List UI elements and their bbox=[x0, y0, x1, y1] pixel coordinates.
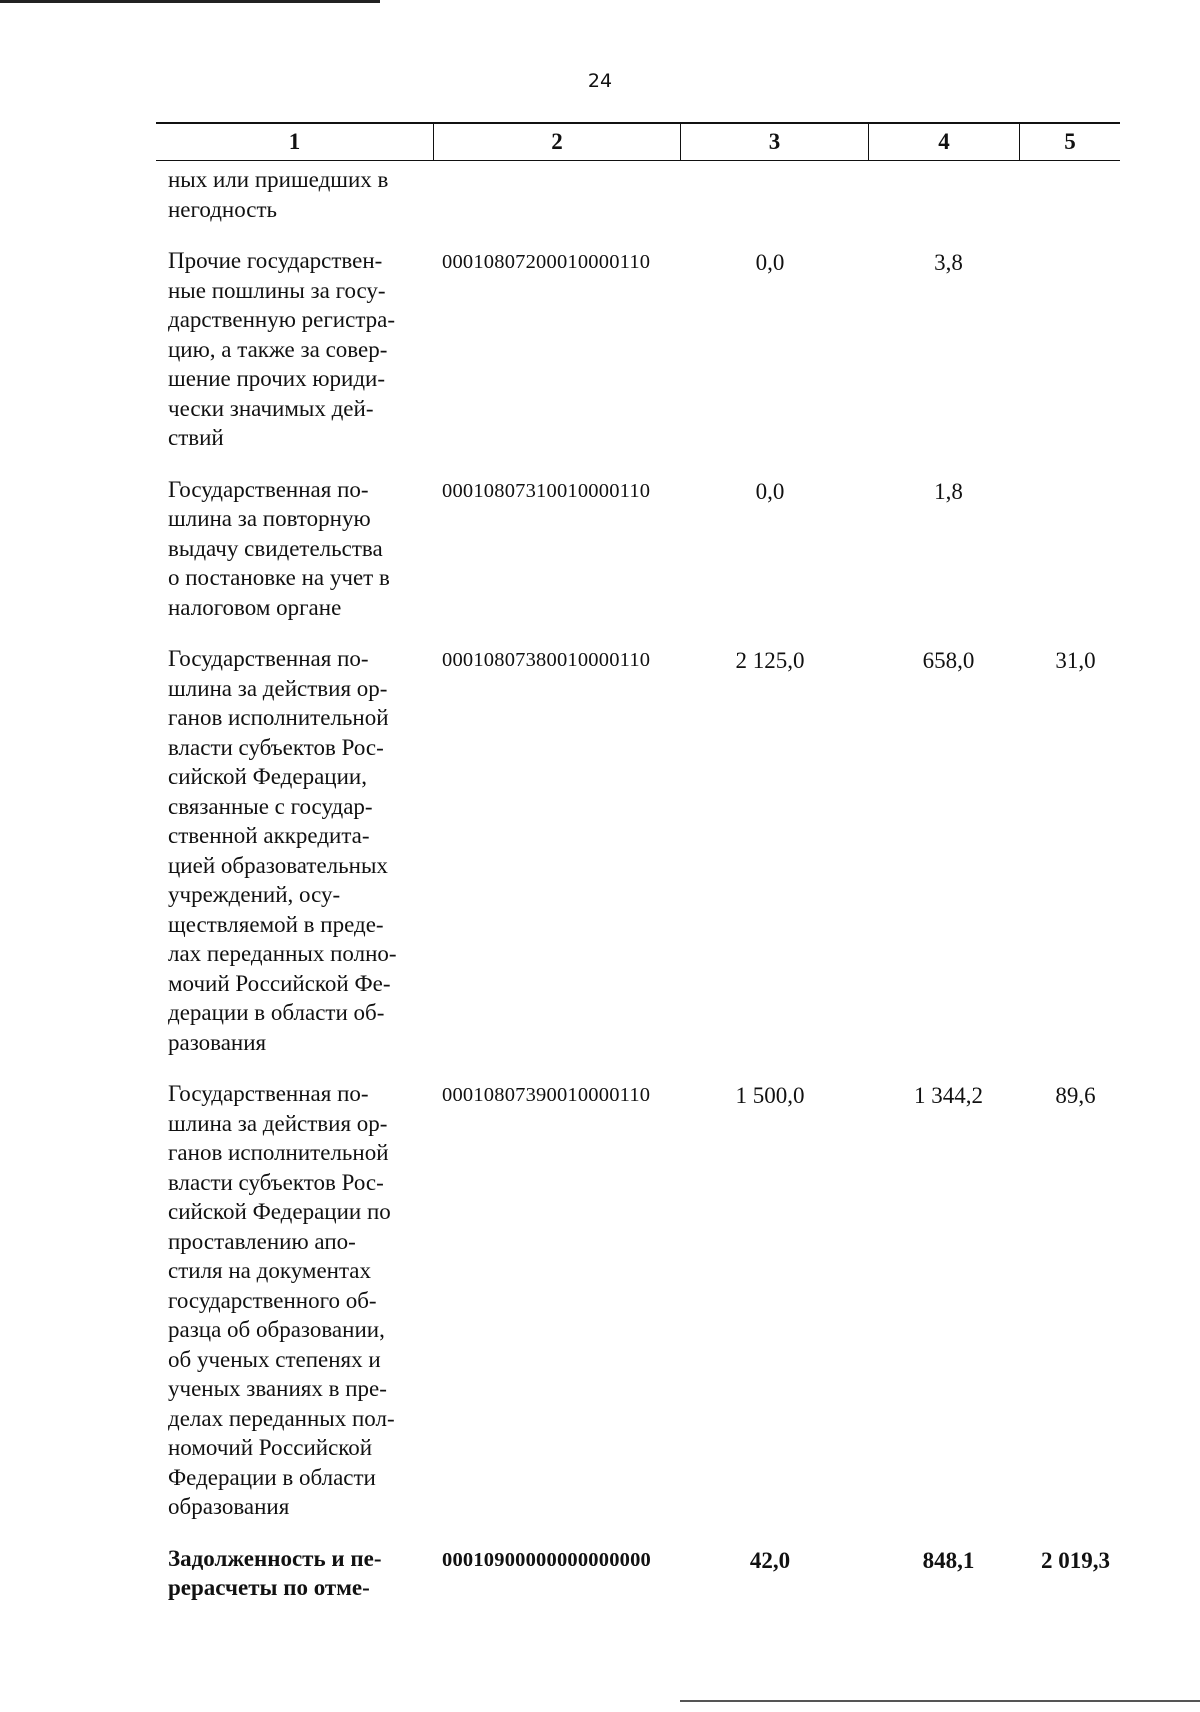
row-value-col5: 31,0 bbox=[1055, 648, 1096, 673]
row-value-col3: 2 125,0 bbox=[735, 648, 805, 673]
row-value-col3: 42,0 bbox=[749, 1547, 791, 1573]
table-row bbox=[156, 165, 1120, 224]
row-name: ных или пришедших в негодность bbox=[168, 167, 389, 222]
row-name: Государственная по- шлина за действия ор- ганов исполнительной власти субъектов Рос- сийской Федерации, связанные с государ- ственной аккредита- цией образовательных учреждений, осу- ществляемой в преде- лах переданных полно- мочий Российской Фе- дерации в области об- разования bbox=[168, 646, 397, 1055]
row-name: Государственная по- шлина за действия ор- ганов исполнительной власти субъектов Рос- сийской Федерации по проставлению апо- стиля на документах государственного об- разца об образовании, об ученых степенях и ученых званиях в пре- делах переданных пол- номочий Российской Федерации в области образования bbox=[168, 1081, 395, 1519]
row-value-col5: 89,6 bbox=[1055, 1083, 1096, 1108]
header-col-5: 5 bbox=[1019, 124, 1120, 160]
row-value-col4 bbox=[868, 165, 1019, 224]
table-row bbox=[156, 644, 1120, 1057]
scan-edge-bottom bbox=[680, 1700, 1200, 1702]
row-value-col4: 1,8 bbox=[934, 478, 963, 504]
table-row bbox=[156, 475, 1120, 623]
table-header bbox=[156, 122, 1120, 161]
page-number: 24 bbox=[587, 70, 613, 92]
scan-edge-top bbox=[0, 0, 380, 3]
row-value-col4: 1 344,2 bbox=[914, 1083, 983, 1108]
row-code: 00010807200010000110 bbox=[442, 251, 651, 273]
row-name: Государственная по- шлина за повторную выдачу свидетельства о постановке на учет в налоговом органе bbox=[168, 476, 390, 620]
row-code bbox=[433, 165, 680, 224]
row-value-col4: 658,0 bbox=[922, 648, 975, 673]
header-col-4: 4 bbox=[868, 124, 1019, 160]
header-col-3: 3 bbox=[680, 124, 868, 160]
row-value-col5 bbox=[1019, 246, 1120, 453]
header-col-2: 2 bbox=[433, 124, 680, 160]
table-row bbox=[156, 1079, 1120, 1522]
row-value-col4: 848,1 bbox=[922, 1547, 975, 1573]
row-value-col3: 1 500,0 bbox=[735, 1083, 805, 1108]
row-value-col5: 2 019,3 bbox=[1041, 1547, 1110, 1573]
table-row bbox=[156, 1544, 1120, 1603]
header-col-1: 1 bbox=[288, 129, 301, 154]
row-value-col3 bbox=[680, 165, 868, 224]
row-code: 00010807390010000110 bbox=[442, 1084, 651, 1106]
row-name: Прочие государствен- ные пошлины за госу- дарственную регистра- цию, а также за совер- шение прочих юриди- чески значимых дей- ствий bbox=[168, 248, 396, 450]
row-value-col5 bbox=[1019, 475, 1120, 623]
row-code: 00010807310010000110 bbox=[442, 479, 651, 502]
table-row bbox=[156, 246, 1120, 453]
budget-table bbox=[156, 122, 1120, 1603]
row-value-col5 bbox=[1019, 165, 1120, 224]
row-name: Задолженность и пе- рерасчеты по отме- bbox=[168, 1545, 382, 1600]
row-code: 00010900000000000000 bbox=[442, 1548, 651, 1571]
row-code: 00010807380010000110 bbox=[442, 649, 651, 671]
row-value-col4: 3,8 bbox=[934, 250, 963, 275]
row-value-col3: 0,0 bbox=[755, 250, 785, 275]
row-value-col3: 0,0 bbox=[755, 478, 785, 504]
